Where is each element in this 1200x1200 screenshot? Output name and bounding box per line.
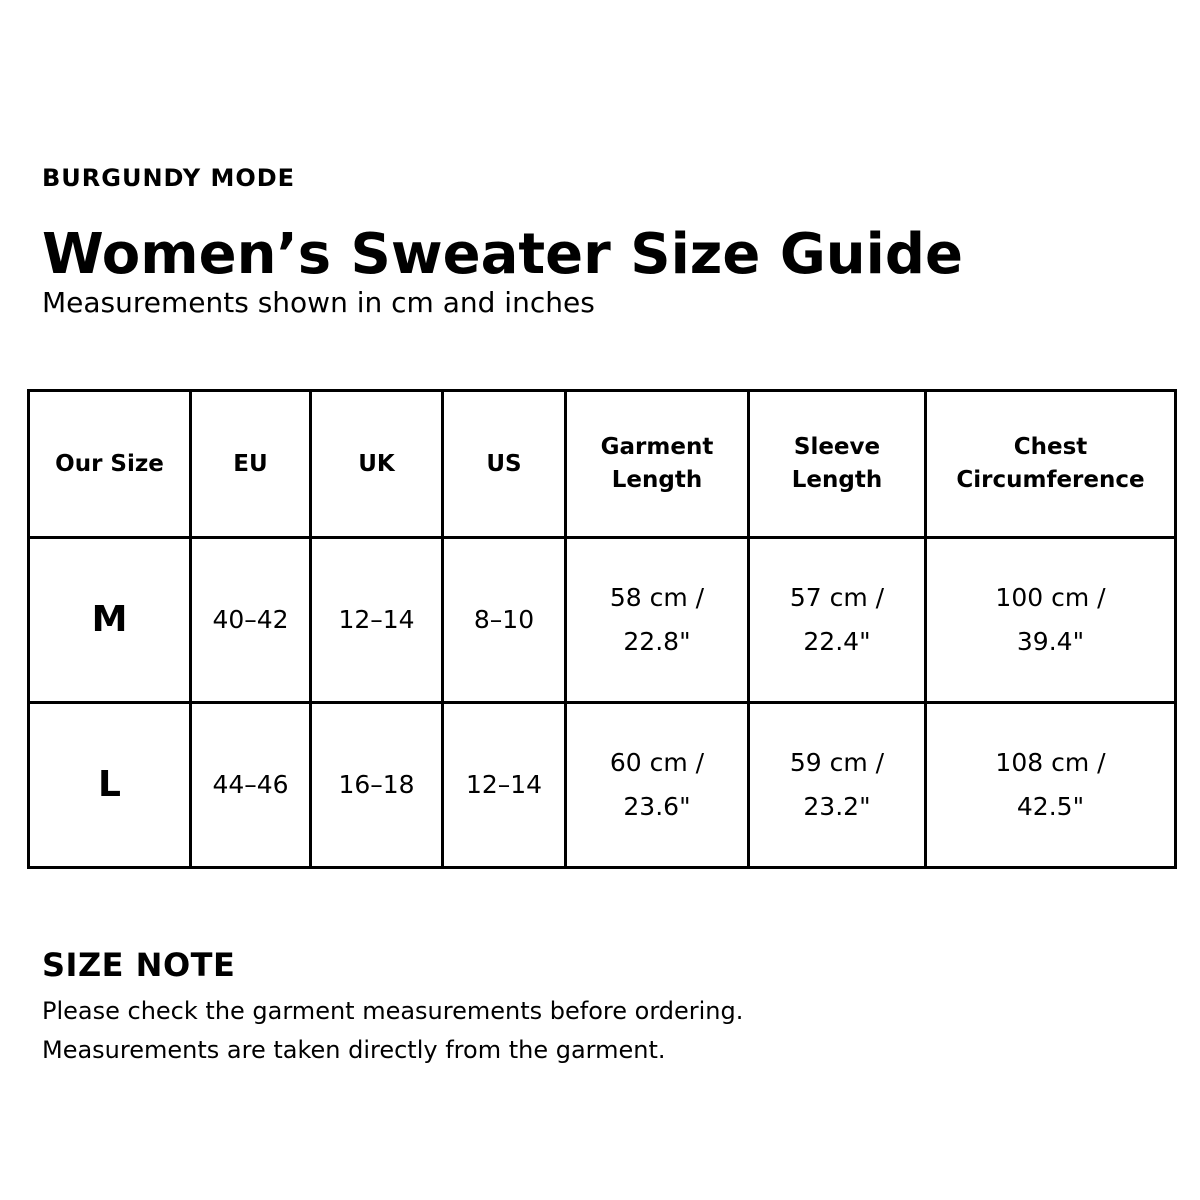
page-subtitle: Measurements shown in cm and inches <box>42 286 595 319</box>
header-label: Length <box>791 467 883 493</box>
cell-uk: 16–18 <box>311 703 443 868</box>
cell-us: 8–10 <box>443 538 566 703</box>
header-sleeve-length <box>749 391 926 538</box>
cell-line: 58 cm / <box>609 583 705 612</box>
cell-line: 23.2" <box>803 792 871 821</box>
size-note-heading: SIZE NOTE <box>42 946 236 984</box>
cell-line: 59 cm / <box>789 748 885 777</box>
brand-name: BURGUNDY MODE <box>42 164 296 192</box>
cell-line: 22.8" <box>623 627 691 656</box>
cell-our-size: M <box>29 538 191 703</box>
table-row <box>29 703 1176 868</box>
header-eu <box>191 391 311 538</box>
cell-line: 22.4" <box>803 627 871 656</box>
cell-line: 57 cm / <box>789 583 885 612</box>
header-label: US <box>486 450 522 477</box>
table-header-row <box>29 391 1176 538</box>
cell-chest <box>926 538 1176 703</box>
header-label: Chest <box>1013 434 1088 460</box>
cell-line: 108 cm / <box>995 748 1106 777</box>
cell-our-size: L <box>29 703 191 868</box>
header-garment-length <box>566 391 749 538</box>
cell-sleeve-length <box>749 538 926 703</box>
header-label: UK <box>358 450 395 477</box>
cell-uk: 12–14 <box>311 538 443 703</box>
size-note-line: Measurements are taken directly from the garment. <box>42 1036 666 1064</box>
header-label: Sleeve <box>793 434 881 460</box>
header-our-size <box>29 391 191 538</box>
cell-line: 100 cm / <box>995 583 1106 612</box>
header-label: Circumference <box>956 467 1145 493</box>
size-note-line: Please check the garment measurements before ordering. <box>42 997 744 1025</box>
cell-eu: 40–42 <box>191 538 311 703</box>
header-label: EU <box>233 450 268 477</box>
header-chest-circumference <box>926 391 1176 538</box>
header-label: Length <box>611 467 703 493</box>
header-label: Garment <box>600 434 714 460</box>
header-uk <box>311 391 443 538</box>
header-label: Our Size <box>55 450 164 477</box>
cell-garment-length <box>566 538 749 703</box>
cell-line: 39.4" <box>1016 627 1085 656</box>
cell-garment-length <box>566 703 749 868</box>
table-row <box>29 538 1176 703</box>
size-table <box>27 389 1177 869</box>
cell-eu: 44–46 <box>191 703 311 868</box>
page-title: Women’s Sweater Size Guide <box>42 222 963 287</box>
cell-us: 12–14 <box>443 703 566 868</box>
cell-line: 42.5" <box>1016 792 1085 821</box>
cell-chest <box>926 703 1176 868</box>
header-us <box>443 391 566 538</box>
cell-line: 23.6" <box>623 792 691 821</box>
cell-line: 60 cm / <box>609 748 705 777</box>
cell-sleeve-length <box>749 703 926 868</box>
